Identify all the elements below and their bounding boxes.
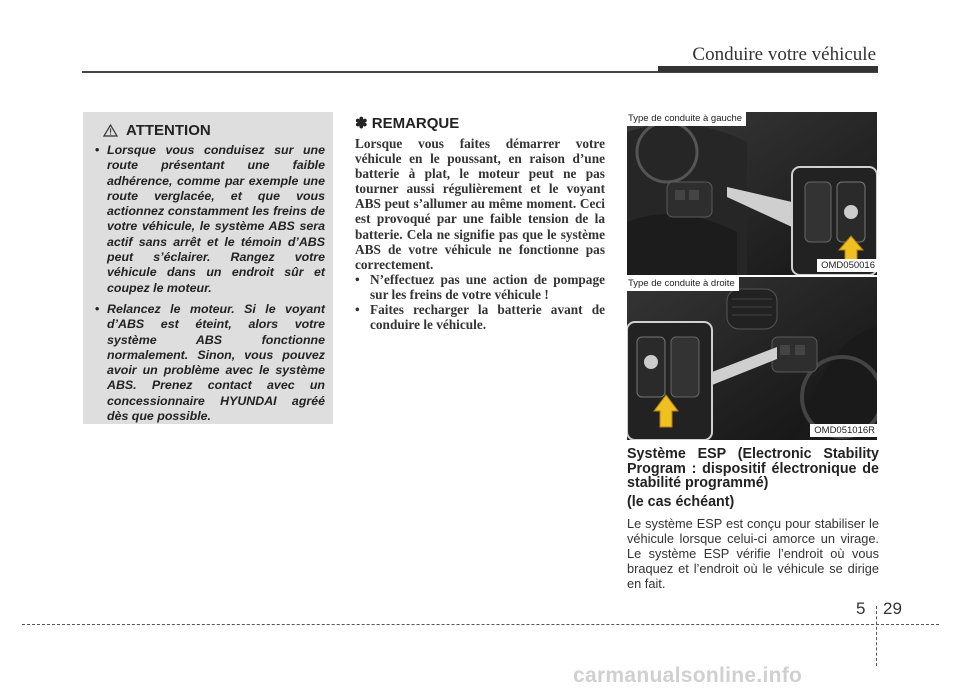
page-header-title: Conduire votre véhicule (692, 44, 876, 65)
note-title: ✽ REMARQUE (355, 115, 460, 132)
esp-body: Le système ESP est conçu pour stabiliser le véhicule lorsque celui-ci amorce un virage. Le système ESP vérifie l’endroit où vous braquez et l’endroit où le véhicule se dirige en fait. (627, 515, 879, 591)
caution-item: • Relancez le moteur. Si le voyant d’ABS est éteint, alors votre système ABS fonctionne normalement. Sinon, vous pouvez avoir un problème avec le système ABS. Prenez contact avec un concessionnaire HYUNDAI agréé dès que possible. (95, 302, 325, 424)
caution-list (95, 143, 325, 424)
photo-label: Type de conduite à gauche (627, 112, 746, 126)
footer-rule (22, 624, 939, 625)
photo-label: Type de conduite à droite (627, 277, 739, 291)
dashboard-illustration (627, 277, 877, 440)
caution-header (103, 122, 325, 139)
esp-heading: Système ESP (Electronic Stability Program : dispositif électronique de stabilité programmé) (627, 446, 879, 491)
note-list (355, 272, 605, 332)
caution-item: • Lorsque vous conduisez sur une route présentant une faible adhérence, comme par exemple une route verglacée, et que vous actionnez constamment les freins de votre véhicule, le système ABS sera actif sans arrêt et le témoin d’ABS peut s’éclairer. Rangez votre véhicule dans un endroit sûr et coupez le moteur. (95, 143, 325, 296)
photo-code: OMD051016R (810, 424, 877, 437)
footer-divider (876, 606, 877, 666)
photo-code: OMD050016 (817, 259, 877, 272)
warning-triangle-icon (103, 124, 118, 137)
note-item: • N’effectuez pas une action de pompage sur les freins de votre véhicule ! (355, 272, 605, 302)
photo-left-hand-drive (627, 112, 877, 275)
section-number: 5 (856, 599, 866, 618)
note-item: • Faites recharger la batterie avant de conduire le véhicule. (355, 302, 605, 332)
note-section (355, 114, 605, 332)
note-body: Lorsque vous faites démarrer votre véhicule en le poussant, en raison d’une batterie à plat, le moteur peut ne pas tourner aussi régulièrement et le voyant ABS peut s’allumer au même moment. Ceci est provoqué par une faible tension de la batterie. Cela ne signifie pas que le système ABS de votre véhicule ne fonctionne pas correctement. (355, 136, 605, 272)
watermark: carmanualsonline.info (573, 664, 803, 687)
caution-title: ATTENTION (126, 122, 211, 139)
esp-section (627, 447, 879, 591)
caution-box (83, 112, 333, 424)
esp-subheading: (le cas échéant) (627, 493, 735, 510)
page-number: 29 (883, 599, 902, 618)
photo-right-hand-drive (627, 277, 877, 440)
header-rule-accent (658, 66, 878, 72)
dashboard-illustration (627, 112, 877, 275)
